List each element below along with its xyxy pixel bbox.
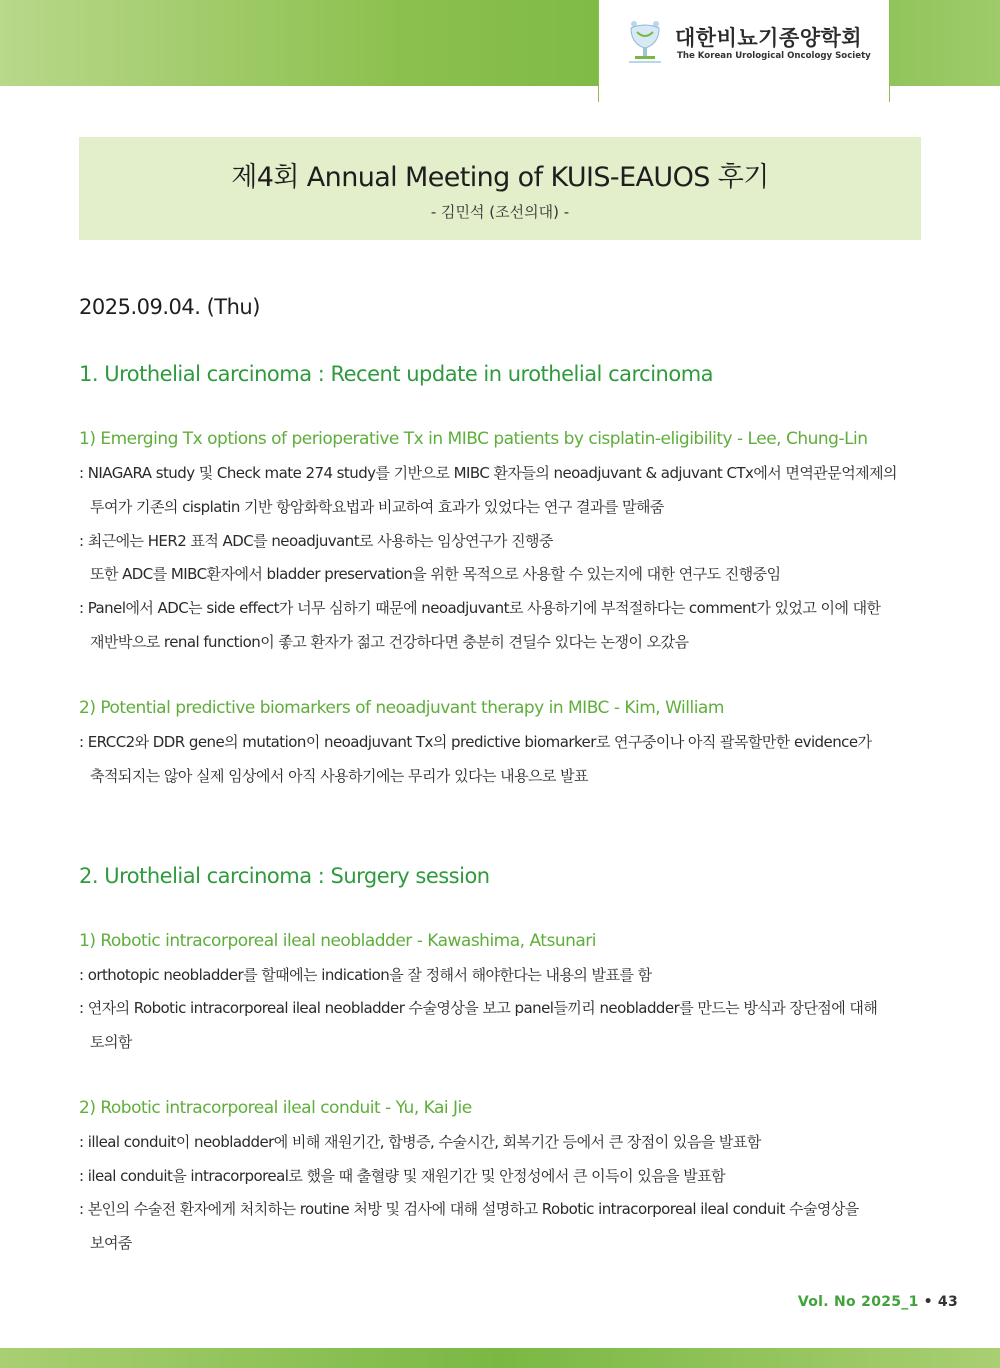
society-logo-box: [598, 0, 890, 102]
subsection-heading: 1) Emerging Tx options of perioperative Tx in MIBC patients by cisplatin-eligibility - Lee, Chung-Lin: [79, 429, 868, 449]
subsection-heading: 2) Potential predictive biomarkers of neoadjuvant therapy in MIBC - Kim, William: [79, 698, 724, 718]
logo-english-name: The Korean Urological Oncology Society: [677, 51, 871, 61]
body-line: 축적되지는 않아 실제 임상에서 아직 사용하기에는 무리가 있다는 내용으로 발표: [90, 767, 588, 785]
article-title-box: [79, 137, 921, 240]
body-line: : 연자의 Robotic intracorporeal ileal neobladder 수술영상을 보고 panel들끼리 neobladder를 만드는 방식과 장단점에 대해: [79, 999, 878, 1017]
volume-label: Vol. No 2025_1: [797, 1294, 919, 1310]
society-emblem-icon: [625, 18, 665, 66]
footer-bullet: •: [923, 1294, 933, 1310]
subsection-heading: 2) Robotic intracorporeal ileal conduit - Yu, Kai Jie: [79, 1098, 472, 1118]
body-line: 보여줌: [90, 1234, 132, 1252]
body-line: : 최근에는 HER2 표적 ADC를 neoadjuvant로 사용하는 임상연구가 진행중: [79, 532, 553, 550]
body-line: 투여가 기존의 cisplatin 기반 항암화학요법과 비교하여 효과가 있었다는 연구 결과를 말해줌: [90, 498, 664, 516]
section-heading: 1. Urothelial carcinoma : Recent update in urothelial carcinoma: [79, 362, 714, 386]
article-author: - 김민석 (조선의대) -: [430, 203, 570, 221]
meeting-date: 2025.09.04. (Thu): [79, 295, 260, 319]
body-line: 또한 ADC를 MIBC환자에서 bladder preservation을 위한 목적으로 사용할 수 있는지에 대한 연구도 진행중임: [90, 565, 781, 583]
body-line: : illeal conduit이 neobladder에 비해 재원기간, 합병증, 수술시간, 회복기간 등에서 큰 장점이 있음을 발표함: [79, 1133, 761, 1151]
section-heading: 2. Urothelial carcinoma : Surgery session: [79, 864, 490, 888]
body-line: : ERCC2와 DDR gene의 mutation이 neoadjuvant Tx의 predictive biomarker로 연구중이나 아직 괄목할만한 evidence가: [79, 733, 872, 751]
body-line: : Panel에서 ADC는 side effect가 너무 심하기 때문에 neoadjuvant로 사용하기에 부적절하다는 comment가 있었고 이에 대한: [79, 599, 881, 617]
body-line: : NIAGARA study 및 Check mate 274 study를 기반으로 MIBC 환자들의 neoadjuvant & adjuvant CTx에서 면역관문억제제의: [79, 464, 897, 482]
footer-green-bar: [0, 1348, 1000, 1368]
body-line: : orthotopic neobladder를 할때에는 indication을 잘 정해서 해야한다는 내용의 발표를 함: [79, 966, 652, 984]
article-title: 제4회 Annual Meeting of KUIS-EAUOS 후기: [231, 162, 769, 193]
body-line: 토의함: [90, 1033, 132, 1051]
body-line: 재반박으로 renal function이 좋고 환자가 젊고 건강하다면 충분히 견딜수 있다는 논쟁이 오갔음: [90, 633, 689, 651]
page-number: 43: [937, 1294, 958, 1310]
body-line: : 본인의 수술전 환자에게 처치하는 routine 처방 및 검사에 대해 설명하고 Robotic intracorporeal ileal conduit 수술영상을: [79, 1200, 859, 1218]
body-line: : ileal conduit을 intracorporeal로 했을 때 출혈량 및 재원기간 및 안정성에서 큰 이득이 있음을 발표함: [79, 1167, 726, 1185]
subsection-heading: 1) Robotic intracorporeal ileal neobladder - Kawashima, Atsunari: [79, 931, 596, 951]
logo-korean-name: 대한비뇨기종양학회: [675, 26, 863, 50]
page-footer: [798, 1294, 958, 1310]
